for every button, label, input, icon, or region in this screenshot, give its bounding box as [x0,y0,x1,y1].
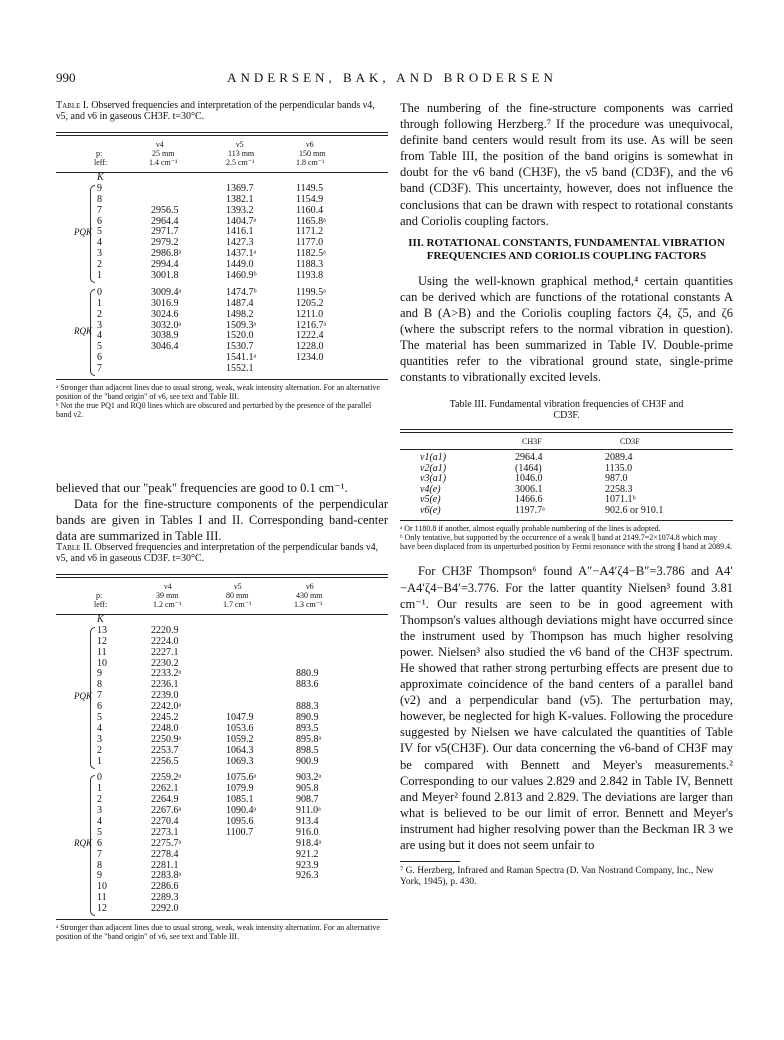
table-cell: 2267.6ᵃ [151,805,182,817]
rule [56,919,388,920]
table-row [56,757,388,768]
table-cell: 903.2ᵃ [296,772,322,784]
table-cell: 2 [97,794,102,806]
table-cell: 911.0ᵃ [296,805,321,817]
table-row [56,288,388,299]
table-row [56,260,388,271]
table-cell: 7 [97,204,102,216]
table-cell: ν2(a1) [420,462,447,474]
table-cell: 1509.3ᵃ [226,319,257,331]
table-cell: 2248.0 [151,722,179,734]
table-cell: 1100.7 [226,826,254,838]
table-cell: 1520.0 [226,330,254,342]
table-cell: 9 [97,668,102,680]
table-cell: 1046.0 [515,473,543,485]
table-cell: 987.0 [605,473,628,485]
table-cell: 1234.0 [296,352,324,364]
table-cell: 1498.2 [226,308,254,320]
table-cell: 1 [97,297,102,309]
table-cell: 12 [97,635,107,647]
table-cell: 4 [97,330,102,342]
table-cell: 1552.1 [226,363,254,375]
table-cell: (1464) [515,462,542,474]
table-cell: 2286.6 [151,881,179,893]
table-row [56,206,388,217]
table-cell: 2275.7ᵃ [151,837,182,849]
table-cell: 1193.8 [296,270,324,282]
table-3-footnote-b: ᵇ Only tentative, but supported by the occurrence of a weak ∥ band at 2149.7=2×1074.8 which may have been displaced from its unperturbed position by Fermi resonance with the strong ∥ band at 2089.4. [400,533,733,552]
table-cell: 2256.5 [151,755,179,767]
table-cell: 890.9 [296,712,319,724]
table-cell: 2283.8ᵃ [151,870,182,882]
table-row [56,321,388,332]
table-cell: 12 [97,903,107,915]
table-cell: 888.3 [296,701,319,713]
table-cell: 1427.3 [226,237,254,249]
table-cell: 1171.2 [296,226,324,238]
table-cell: 2964.4 [515,452,543,464]
table-cell: 5 [97,826,102,838]
table-cell: ν1(a1) [420,452,447,464]
table-row [400,453,733,464]
table-cell: 2278.4 [151,848,179,860]
paragraph: Using the well-known graphical method,⁴ certain quantities can be derived which are functions of the rotational constants A and B (A>B) and the Coriolis coupling factors ζ4, ζ5, and ζ6 (where the subscript refers to the normal vibration in question). The material has been summarized in Table IV. Double-prime quantities refer to the vibrational ground state, single-prime constants to vibrationally excited levels. [400,273,733,385]
table-cell: 1404.7ᵃ [226,215,257,227]
table-cell: 2236.1 [151,679,179,691]
table-cell: 1188.3 [296,259,324,271]
table-cell: 1449.0 [226,259,254,271]
table-cell: ν6(e) [420,504,441,516]
table-1-footnote-b: ᵇ Not the true PQ1 and RQ0 lines which are obscured and perturbed by the presence of the parallel band ν2. [56,401,372,420]
table-cell: 1047.9 [226,712,254,724]
table-cell: 1460.9ᵇ [226,270,257,282]
table-row [56,746,388,757]
table-cell: 1079.9 [226,783,254,795]
table-cell: 1135.0 [605,462,633,474]
table-row [56,342,388,353]
table-cell: 2242.0ᵃ [151,701,182,713]
table-cell: 2273.1 [151,826,179,838]
table-row [56,353,388,364]
table-row [56,227,388,238]
table-cell: 10 [97,657,107,669]
table-cell: 1182.5ᵃ [296,248,326,260]
table-cell: 900.9 [296,755,319,767]
table-cell: 918.4ᵃ [296,837,322,849]
table-cell: 883.6 [296,679,319,691]
group-label: PQK [74,690,92,701]
table-cell: 1090.4ᵃ [226,805,257,817]
table-cell: 3006.1 [515,483,543,495]
table-cell: 1216.7ᵃ [296,319,327,331]
section-heading: III. ROTATIONAL CONSTANTS, FUNDAMENTAL VIBRATION FREQUENCIES AND CORIOLIS COUPLING FACTORS [408,236,725,262]
table-cell: 2971.7 [151,226,179,238]
table-cell: 1222.4 [296,330,324,342]
table-row [56,828,388,839]
table-cell: 13 [97,624,107,636]
table-cell: 9 [97,870,102,882]
left-body-text [56,480,388,544]
table-cell: 1064.3 [226,744,254,756]
table-row [56,680,388,691]
table-cell: 3038.9 [151,330,179,342]
table-cell: 916.0 [296,826,319,838]
table-2 [56,542,388,941]
table-cell: 2253.7 [151,744,179,756]
table-3 [400,399,733,551]
table-cell: 4 [97,722,102,734]
table-cell: 2 [97,259,102,271]
table-cell: 1177.0 [296,237,324,249]
table-row [56,773,388,784]
table-cell: 898.5 [296,744,319,756]
table-1-footnote-a: ᵃ Stronger than adjacent lines due to usual strong, weak, weak intensity alternation. For an alternative position of the "band origin" of ν6, see text and Table III. [56,383,380,402]
table-cell: 1228.0 [296,341,324,353]
table-row [56,724,388,735]
table-row [56,331,388,342]
table-cell: 7 [97,848,102,860]
table-cell: 1 [97,270,102,282]
table-3-footnote-a: ᵃ Or 1180.8 if another, almost equally probable numbering of the lines is adopted. [400,524,661,534]
table-cell: 2956.5 [151,204,179,216]
table-row [56,904,388,915]
table-cell: 3016.9 [151,297,179,309]
table-cell: 3009.4ᵃ [151,286,182,298]
table-cell: 1437.1ᵃ [226,248,257,260]
group-label: RQK [74,325,92,336]
table-cell: 3046.4 [151,341,179,353]
table-cell: 6 [97,837,102,849]
table-cell: 926.3 [296,870,319,882]
table-cell: 880.9 [296,668,319,680]
table-row [56,839,388,850]
table-row [56,364,388,375]
group-label: PQK [74,226,92,237]
table-cell: ν5(e) [420,494,441,506]
table-cell: 1416.1 [226,226,254,238]
table-cell: 1530.7 [226,341,254,353]
table-cell: 2270.4 [151,816,179,828]
table-2-header: p: leff: ν4 39 mm 1.2 cm⁻¹ ν5 80 mm 1.7 cm⁻¹ ν6 430 mm 1.3 cm⁻¹ [94,582,323,609]
table-cell: 2262.1 [151,783,179,795]
table-cell: 2994.4 [151,259,179,271]
table-cell: 10 [97,881,107,893]
table-cell: 1165.8ᵃ [296,215,326,227]
paragraph: believed that our "peak" frequencies are good to 0.1 cm⁻¹. [56,481,348,495]
table-cell: 3 [97,733,102,745]
table-row [56,669,388,680]
table-cell: 2245.2 [151,712,179,724]
table-row [56,806,388,817]
table-cell: 2264.9 [151,794,179,806]
table-cell: 913.4 [296,816,319,828]
table-cell: 2230.2 [151,657,179,669]
table-cell: 1 [97,783,102,795]
table-cell: 3 [97,248,102,260]
table-cell: 1197.7ᵃ [515,504,545,516]
paragraph: Data for the fine-structure components of the perpendicular bands are given in Tables I and II. Corresponding band-center data are summarized in Table III. [56,497,388,544]
rule [400,429,733,430]
table-row [56,238,388,249]
table-cell: 5 [97,712,102,724]
table-cell: 5 [97,226,102,238]
table-row [56,648,388,659]
table-cell: 8 [97,679,102,691]
page-number: 990 [56,70,76,85]
table-cell: 6 [97,701,102,713]
table-cell: 1211.0 [296,308,324,320]
table-cell: 905.8 [296,783,319,795]
paragraph: The numbering of the fine-structure components was carried through following Herzberg.⁷ If the procedure was unequivocal, definite band centers would result from its use. As will be seen from Table III, the position of the band origins is somewhat in doubt for the ν6 band (CH3F), the ν5 band (CD3F), and the ν6 band (CD3F). This uncertainty, however, does not influence the conclusions that can be drawn with respect to rotational constants and Coriolis coupling factors. [400,101,733,228]
table-cell: 1466.6 [515,494,543,506]
table-cell: 7 [97,363,102,375]
table-cell: 7 [97,690,102,702]
table-cell: 1149.5 [296,182,324,194]
table-cell: 2 [97,308,102,320]
table-row [56,784,388,795]
table-cell: 2227.1 [151,646,179,658]
group-label: RQK [74,838,92,849]
table-cell: 1382.1 [226,193,254,205]
table-row [56,691,388,702]
table-row [56,735,388,746]
table-2-footnote-a: ᵃ Stronger than adjacent lines due to usual strong, weak, weak intensity alternation. For an alternative position of the "band origin" of ν6, see text and Table III. [56,923,380,942]
table-cell: 1075.6ᵃ [226,772,257,784]
table-cell: 2986.8ᵃ [151,248,182,260]
table-cell: 8 [97,859,102,871]
table-cell: 1160.4 [296,204,324,216]
table-cell: 1154.9 [296,193,324,205]
table-row [56,861,388,872]
table-1 [56,100,388,419]
table-cell: 1095.6 [226,816,254,828]
table-cell: 3 [97,805,102,817]
rule [56,379,388,380]
table-row [56,195,388,206]
table-cell: 11 [97,646,107,658]
table-cell: ν3(a1) [420,473,447,485]
table-cell: 6 [97,215,102,227]
table-1-caption: Table I. Observed frequencies and interpretation of the perpendicular bands ν4, ν5, and ν6 in gaseous CH3F. t=30°C. [56,100,375,122]
table-row [56,299,388,310]
table-cell: 9 [97,182,102,194]
running-head: ANDERSEN, BAK, AND BRODERSEN [227,70,557,85]
table-cell: 902.6 or 910.1 [605,504,664,516]
table-3-header: CH3F CD3F [522,437,640,447]
table-cell: 895.8ᵃ [296,733,322,745]
table-row [56,795,388,806]
table-row [56,817,388,828]
table-cell: 1369.7 [226,182,254,194]
table-row [400,495,733,506]
table-cell: 5 [97,341,102,353]
table-cell: 1541.1ᵃ [226,352,257,364]
table-cell: 2964.4 [151,215,179,227]
table-cell: 1205.2 [296,297,324,309]
table-row [400,506,733,517]
table-cell: 1059.2 [226,733,254,745]
rule [56,132,388,133]
table-row [56,310,388,321]
table-cell: 908.7 [296,794,319,806]
table-1-header: p: leff: ν4 25 mm 1.4 cm⁻¹ ν5 113 mm 2.5 cm⁻¹ ν6 150 mm 1.8 cm⁻¹ [94,140,326,167]
table-row [56,217,388,228]
table-cell: 923.9 [296,859,319,871]
table-row [56,659,388,670]
table-2-caption: Table II. Observed frequencies and interpretation of the perpendicular bands ν4, ν5, and ν6 in gaseous CD3F. t=30°C. [56,542,379,564]
table-cell: 1474.7ᵇ [226,286,257,298]
table-cell: 2250.9ᵃ [151,733,182,745]
table-cell: 2239.0 [151,690,179,702]
table-row [400,474,733,485]
table-cell: 2259.2ᵃ [151,772,182,784]
table-cell: 0 [97,772,102,784]
table-cell: 1487.4 [226,297,254,309]
table-cell: 3032.0ᵃ [151,319,182,331]
table-row [400,485,733,496]
table-cell: 1199.5ᵃ [296,286,326,298]
table-2-body: K 13 2220.9 12 2224.0 11 2227.1 10 2230.2 9 2233.2ᵃ 880.9 8 2236.1 883.6 7 2239.0 6 2242.0ᵃ 888.3 5 2245.2 1047.9 890.9 4 2248.0 1053.6 893.5 3 2250.9ᵃ 1059.2 895.8ᵃ 2 2253.7 1064.3 898.5 1 2256.5 1069.3 900.9 PQK 0 2259.2ᵃ 1075.6ᵃ 903.2ᵃ 1 2262.1 1079.9 905.8 2 2264.9 1085.1 908.7 3 2267.6ᵃ 1090.4ᵃ 911.0ᵃ 4 2270.4 1095.6 913.4 5 2273.1 1100.7 916.0 6 2275.7ᵃ 918.4ᵃ 7 2278.4 921.2 8 2281.1 923.9 9 2283.8ᵃ 926.3 10 2286.6 11 2289.3 12 2292.0 RQK [56,615,388,915]
rule [56,574,388,575]
table-cell: 4 [97,237,102,249]
paragraph: For CH3F Thompson⁶ found A″−A4′ζ4−B″=3.786 and A4′−A4′ζ4−B4′=3.776. For the latter quantity Nielsen³ found 3.81 cm⁻¹. Our results are seen to be in good agreement with Thompson's values although deviations might have occurred since the instrument used by Thompson has much higher resolving power. Nielsen³ also studied the ν6 band of the CH3F spectrum. He showed that rather strong perturbing effects are present due to approximate coincidence of the band centers of a parallel band (ν2) and a perpendicular band (ν5). The perturbation may, however, be neglected for high K-values. Following the procedure suggested by Nielsen we have calculated the quantities of Table IV for ν5(CH3F). Our data concerning the ν6-band of CH3F may be compared with Bennett and Meyer's measurements.² Corresponding to our values 2.829 and 2.842 in Table IV, Bennett and Meyer² found 2.813 and 2.829. The deviations are larger than what is believed to be our limit of error. Bennett and Meyer's instrument had higher resolving power than the Beckman IR 3 we are using but it does not seem unfair to [400,564,733,852]
table-cell: 2224.0 [151,635,179,647]
table-cell: 3001.8 [151,270,179,282]
table-cell: 1071.1ᵇ [605,494,636,506]
table-cell: 1393.2 [226,204,254,216]
table-cell: 1069.3 [226,755,254,767]
table-cell: 2979.2 [151,237,179,249]
table-3-body [400,450,733,516]
right-column [400,100,733,888]
table-cell: 893.5 [296,722,319,734]
table-cell: 1085.1 [226,794,254,806]
table-row [56,249,388,260]
table-cell: 2089.4 [605,452,633,464]
table-cell: 3024.6 [151,308,179,320]
table-row [56,702,388,713]
table-cell: ν4(e) [420,483,441,495]
table-row [56,713,388,724]
table-cell: 2292.0 [151,903,179,915]
table-cell: 1053.6 [226,722,254,734]
table-cell: 921.2 [296,848,319,860]
table-3-caption: Table III. Fundamental vibration frequencies of CH3F and CD3F. [449,399,684,422]
table-cell: 2220.9 [151,624,179,636]
table-cell: 8 [97,193,102,205]
table-cell: 6 [97,352,102,364]
table-1-body: K 9 1369.7 1149.5 8 1382.1 1154.9 7 2956.5 1393.2 1160.4 6 2964.4 1404.7ᵃ 1165.8ᵃ 5 2971.7 1416.1 1171.2 4 2979.2 1427.3 1177.0 3 2986.8ᵃ 1437.1ᵃ 1182.5ᵃ 2 2994.4 1449.0 1188.3 1 3001.8 1460.9ᵇ 1193.8 PQK 0 3009.4ᵃ 1474.7ᵇ 1199.5ᵃ 1 3016.9 1487.4 1205.2 2 3024.6 1498.2 1211.0 3 3032.0ᵃ 1509.3ᵃ 1216.7ᵃ 4 3038.9 1520.0 1222.4 5 3046.4 1530.7 1228.0 6 1541.1ᵃ 1234.0 7 1552.1 RQK [56,173,388,375]
table-cell: 2289.3 [151,892,179,904]
table-cell: 3 [97,319,102,331]
table-cell: 2258.3 [605,483,633,495]
table-cell: 2 [97,744,102,756]
table-row [400,464,733,475]
table-cell: 2281.1 [151,859,179,871]
table-cell: 4 [97,816,102,828]
rule [400,861,460,862]
table-cell: 11 [97,892,107,904]
table-row [56,850,388,861]
table-cell: 2233.2ᵃ [151,668,182,680]
table-cell: 1 [97,755,102,767]
rule [400,520,733,521]
table-row [56,271,388,282]
table-row [56,184,388,195]
table-cell: 0 [97,286,102,298]
reference-7: ⁷ G. Herzberg, Infrared and Raman Spectra (D. Van Nostrand Company, Inc., New York, 1945), p. 430. [400,866,714,888]
